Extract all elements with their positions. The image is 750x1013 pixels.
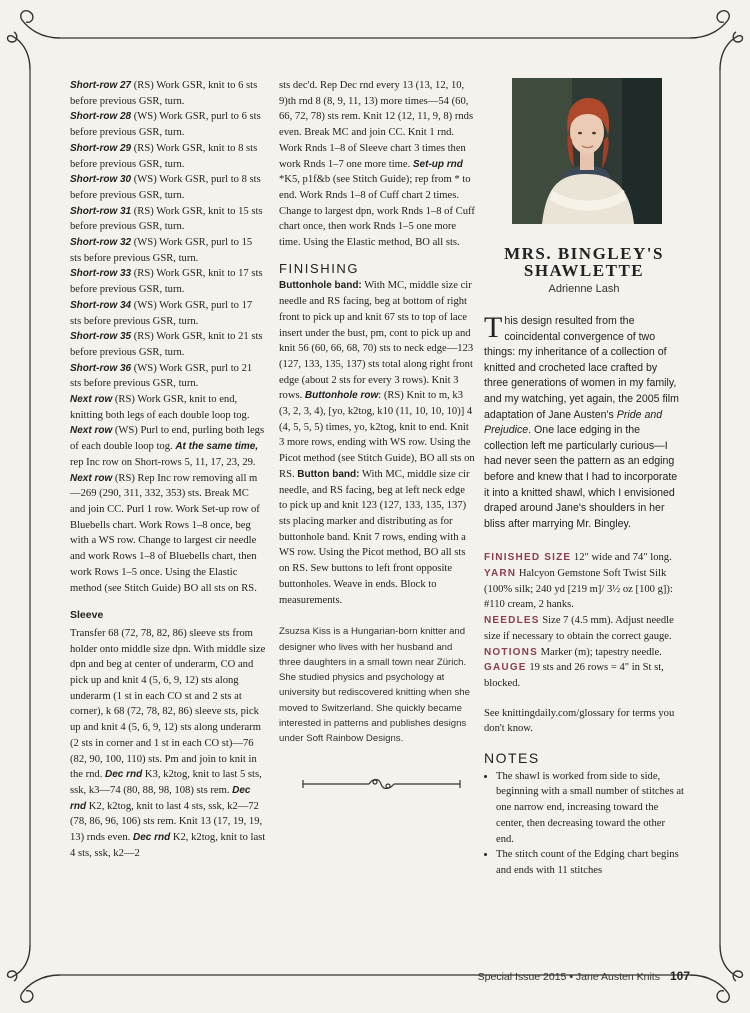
- shortrow-item: Short-row 35 (RS) Work GSR, knit to 21 sts before previous GSR, turn.: [70, 331, 263, 358]
- notes-heading: NOTES: [484, 750, 540, 767]
- spec-needles: NEEDLES Size 7 (4.5 mm). Adjust needle size if necessary to obtain the correct gauge.: [484, 615, 674, 642]
- next-row-3: Next row (RS) Rep Inc row removing all m—269 (290, 311, 332, 353) sts. Break MC and join CC. Purl 1 row. Work Set-up row of Bluebells chart. Work Rows 1–8 once, beg with a WS row. Change to largest cir needle and work Rows 1–8 of Bluebells chart, then work Rows 1–5 once. Using the Elastic method (see Stitch Guide) BO all sts on RS.: [70, 472, 260, 594]
- model-photo: [512, 78, 662, 224]
- column-right: [484, 300, 684, 879]
- sleeve-continued: sts dec'd. Rep Dec rnd every 13 (13, 12, 10, 9)th rnd 8 (8, 9, 11, 13) more times—54 (60, 66, 72, 78) sts rem. Knit 12 (12, 11, 9, 8) rnds even. Break MC and join CC. Knit 1 rnd. Work Rnds 1–8 of Sleeve chart 3 times then work Rnds 1–7 one more time. Set-up rnd *K5, p1f&b (see Stitch Guide); rep from * to end. Work Rnds 1–8 of Cuff chart 2 times. Change to largest dpn, work Rnds 1–8 of Cuff chart once, then work Rnds 1–5 one more time. Using the Elastic method, BO all sts.: [279, 80, 475, 249]
- shortrow-item: Short-row 36 (WS) Work GSR, purl to 21 sts before previous GSR, turn.: [70, 362, 253, 390]
- shortrow-item: Short-row 28 (WS) Work GSR, purl to 6 sts before previous GSR, turn.: [70, 111, 261, 139]
- spec-finished-size: FINISHED SIZE 12" wide and 74" long.: [484, 552, 672, 564]
- sleeve-paragraph: Transfer 68 (72, 78, 82, 86) sleeve sts from holder onto middle size dpn. With middle size dpn and beg at center of underarm, CO and pick up and knit 4 (5, 6, 9, 12) sts along underarm (1 st in each CO st and 2 sts at corner), k 68 (72, 78, 82, 86) sleeve sts, pick up and knit 4 (5, 6, 9, 12) sts along underarm (2 sts in corner and 1 st in each CO st)—76 (82, 90, 100, 110) sts. Pm and join to knit in the rnd. Dec rnd K3, k2tog, knit to last 5 sts, ssk, k3—74 (80, 88, 98, 108) sts rem. Dec rnd K2, k2tog, knit to last 4 sts, ssk, k2—72 (78, 86, 96, 106) sts rem. Knit 13 (17, 19, 19, 13) rnds even. Dec rnd K2, k2tog, knit to last 4 sts, ssk, k2—2: [70, 627, 266, 859]
- sleeve-heading: Sleeve: [70, 609, 104, 622]
- shortrow-item: Short-row 30 (WS) Work GSR, purl to 8 sts before previous GSR, turn.: [70, 174, 261, 201]
- column-left: [70, 78, 266, 861]
- note-item: • The stitch count of the Edging chart begins and ends with 11 stitches: [496, 847, 684, 878]
- shortrow-item: Short-row 32 (WS) Work GSR, purl to 15 sts before previous GSR, turn.: [70, 237, 253, 264]
- notes-list: [484, 769, 684, 879]
- column-middle: [279, 78, 475, 796]
- publication-name: Special Issue 2015 • Jane Austen Knits: [477, 971, 660, 983]
- buttonhole-band: Buttonhole band: With MC, middle size cir needle and RS facing, beg at bottom of right front to pick up and knit 67 sts to top of lace insert under the bust, pm, cont to pick up and knit 56 (60, 66, 68, 70) sts to neck edge—123 (127, 133, 135, 137) sts total along right front edge (about 2 sts for every 3 rows). Knit 3 rows. Buttonhole row: (RS) Knit to m, k3 (3, 2, 3, 4), [yo, k2tog, k10 (11, 10, 10, 10)] 4 (4, 5, 5, 5) times, yo, k2tog, knit to end. Knit 3 more rows, ending with WS row. Using the Picot method (see Stitch Guide), BO all sts on RS. Button band: With MC, middle size cir needle, and RS facing, beg at left neck edge to pick up and knit 123 (127, 133, 135, 137) sts placing marker and distributing as for buttonhole band. Knit 7 rows, ending with a WS row. Using the Picot method, BO all sts on RS. Sew buttons to left front opposite buttonholes. Weave in ends. Block to measurements.: [279, 280, 475, 606]
- glossary-link[interactable]: See knittingdaily.com/glossary for terms you don't know.: [484, 707, 675, 735]
- note-item: • The shawl is worked from side to side, beginning with a small number of stitches at one narrow end, increasing toward the center, then decreasing toward the other end.: [496, 769, 684, 848]
- designer-bio: Zsuzsa Kiss is a Hungarian-born knitter and designer who lives with her husband and three daughters in a small town near Zürich. She studied physics and psychology at university but rediscovered knitting when she moved to Switzerland. She quickly became interested in patterns and publishes designs under Soft Rainbow Designs.: [279, 626, 470, 745]
- divider-ornament-icon: [299, 777, 464, 791]
- spec-yarn: YARN Halcyon Gemstone Soft Twist Silk (100% silk; 240 yd [219 m]/ 3½ oz [100 g]): #110 cream, 2 hanks.: [484, 568, 673, 611]
- shortrow-item: Short-row 27 (RS) Work GSR, knit to 6 sts before previous GSR, turn.: [70, 80, 258, 107]
- page-footer: [478, 969, 690, 983]
- drop-cap: T: [484, 311, 503, 344]
- page-number: 107: [669, 969, 690, 983]
- shortrow-item: Short-row 29 (RS) Work GSR, knit to 8 sts before previous GSR, turn.: [70, 142, 258, 170]
- spec-notions: NOTIONS Marker (m); tapestry needle.: [484, 646, 662, 658]
- spec-gauge: GAUGE 19 sts and 26 rows = 4" in St st, blocked.: [484, 662, 664, 689]
- shortrow-item: Short-row 31 (RS) Work GSR, knit to 15 sts before previous GSR, turn.: [70, 205, 263, 233]
- pattern-title: MRS. BINGLEY'S SHAWLETTE: [504, 244, 664, 280]
- intro-paragraph: This design resulted from the coincidental convergence of two things: my inheritance of a collection of knitted and crocheted lace crafted by three generations of women in my family, and my watching, yet again, the 2005 film adaptation of Jane Austen's Pride and Prejudice. One lace edging in the collection left me particularly curious—I had never seen the pattern as an edging before and knew that I had to incorporate it into a knitted shawl, which I envisioned draped around Jane's shoulders in her bliss after marrying Mr. Bingley.: [484, 311, 679, 530]
- author-name: Adrienne Lash: [548, 283, 620, 295]
- next-row-1: Next row (RS) Work GSR, knit to end, knitting both legs of each double loop tog. Next row (WS) Purl to end, purling both legs of each double loop tog. At the same time, rep Inc row on Short-rows 5, 11, 17, 23, 29.: [70, 394, 265, 468]
- finishing-heading: FINISHING: [279, 260, 360, 276]
- shortrow-item: Short-row 34 (WS) Work GSR, purl to 17 sts before previous GSR, turn.: [70, 299, 253, 327]
- shortrow-list: [70, 78, 266, 392]
- shortrow-item: Short-row 33 (RS) Work GSR, knit to 17 sts before previous GSR, turn.: [70, 268, 263, 296]
